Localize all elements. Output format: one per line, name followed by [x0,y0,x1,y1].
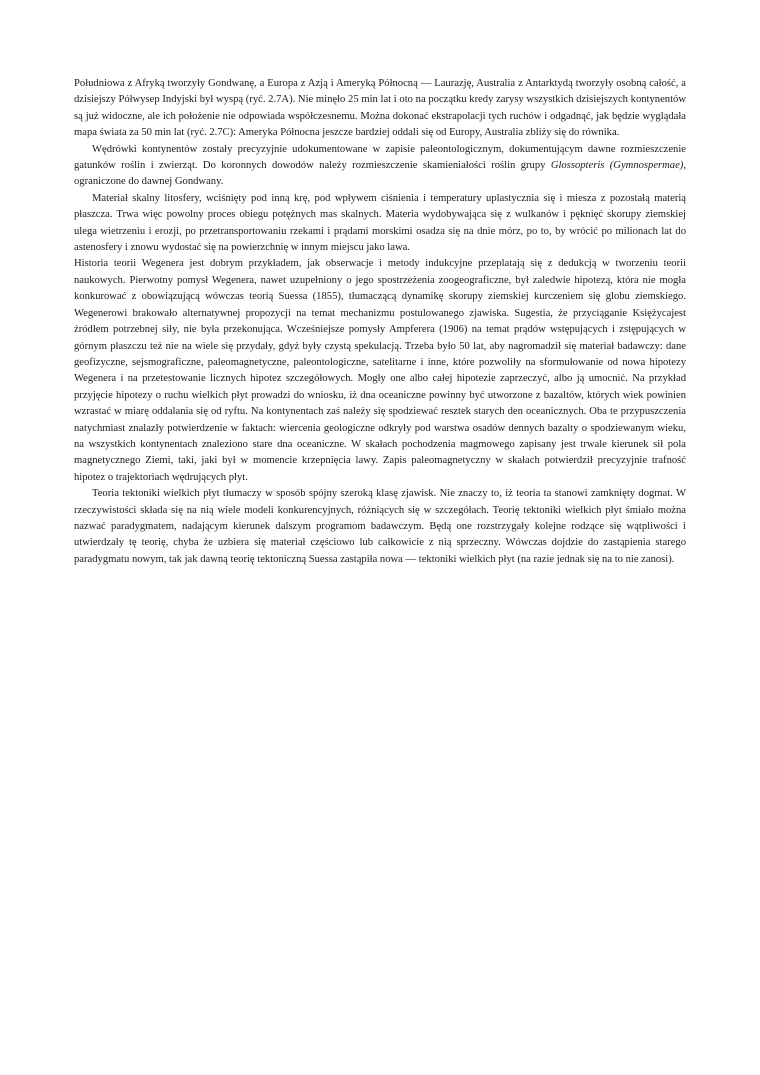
paragraph-1 [74,76,686,142]
paragraph-1-text: Południowa z Afryką tworzyły Gondwanę, a Europa z Azją i Ameryką Północną — Laurazję, Australia z Antarktydą tworzyły osobną całość, a dzisiejszy Półwysep Indyjski był wyspą (ryć. 2.7A). Nie minęło 25 min lat i oto na początku kredy zarysy wszystkich dzisiejszych kontynentów są już widoczne, ale ich położenie nie odpowiada współczesnemu. Można dokonać ekstrapolacji tych ruchów i odgadnąć, jak będzie wyglądała mapa świata za 50 min lat (ryć. 2.7C): Ameryka Północna jeszcze bardziej oddali się od Europy, Australia zbliży się do równika. [74,78,686,139]
paragraph-3 [74,191,686,257]
paragraph-4 [74,256,686,486]
paragraph-2-text-b: ograniczone do dawnej Gondwany. [74,176,224,188]
paragraph-2-italic-taxon: Glossopteris (Gymnospermae), [550,160,686,172]
body-text [74,76,686,568]
paragraph-4-text: Historia teorii Wegenera jest dobrym przykładem, jak obserwacje i metody indukcyjne przeplatają się z dedukcją w tworzeniu teorii naukowych. Pierwotny pomysł Wegenera, nawet uzupełniony o jego spostrzeżenia zoogeograficzne, był zaledwie hipotezą, która nie mogła konkurować z obowiązującą wówczas teorią Suessa (1855), tłumaczącą dynamikę skorupy ziemskiej kurczeniem się globu ziemskiego. Wegenerowi brakowało alternatywnej propozycji na temat mechanizmu postulowanego zjawiska. Sugestia, że przyciąganie Księżycajest źródłem potrzebnej siły, nie była przekonująca. Wcześniejsze pomysły Ampferera (1906) na temat prądów wstępujących i zstępujących w górnym płaszczu też nie na wiele się przydały, gdyż były czystą spekulacją. Trzeba było 50 lat, aby nagromadził się materiał badawczy: dane geofizyczne, sejsmograficzne, paleomagnetyczne, paleontologiczne, satelitarne i inne, które pozwoliły na sformułowanie od nowa hipotezy Wegenera i na przetestowanie licznych hipotez szczegółowych. Mogły one albo całej hipotezie zaprzeczyć, albo ją umocnić. Na przykład przyjęcie hipotezy o ruchu wielkich płyt prowadzi do wniosku, iż dna oceaniczne powinny być utworzone z bazaltów, których wiek powinien wzrastać w miarę oddalania się od ryftu. Na kontynentach zaś należy się spodziewać resztek starych den oceanicznych. Oba te przypuszczenia natychmiast znalazły potwierdzenie w faktach: wiercenia geologiczne odkryły pod warstwa osadów dennych bazalty o spodziewanym wieku, na wszystkich kontynentach znaleziono stare dna oceaniczne. W skałach pochodzenia magmowego zapisany jest trwale kierunek sił pola magnetycznego Ziemi, taki, jaki był w momencie krzepnięcia lawy. Zapis paleomagnetyczny w skałach potwierdził precyzyjnie trafność hipotez o trajektoriach wędrujących płyt. [74,258,686,483]
paragraph-2 [74,142,686,191]
paragraph-2-text-a: Wędrówki kontynentów zostały precyzyjnie udokumentowane w zapisie paleontologicznym, dokumentującym dawne rozmieszczenie gatunków roślin i zwierząt. Do koronnych dowodów należy rozmieszczenie skamieniałości roślin grupy [74,143,686,172]
paragraph-5-text: Teoria tektoniki wielkich płyt tłumaczy w sposób spójny szeroką klasę zjawisk. Nie znaczy to, iż teoria ta stanowi zamknięty dogmat. W rzeczywistości składa się na nią wiele modeli konkurencyjnych, różniących się w szczegółach. Teorię tektoniki wielkich płyt śmiało można nazwać paradygmatem, nadającym kierunek dalszym programom badawczym. Będą one rozstrzygały kolejne rodzące się wątpliwości i utwierdzały tę teorię, chyba że uzbiera się materiał częściowo lub całkowicie z nią sprzeczny. Wówczas dojdzie do zastąpienia starego paradygmatu nowym, tak jak dawną teorię tektoniczną Suessa zastąpiła nowa — tektoniki wielkich płyt (na razie jednak się na to nie zanosi). [74,488,686,565]
paragraph-3-text: Materiał skalny litosfery, wciśnięty pod inną krę, pod wpływem ciśnienia i temperatury uplastycznia się i miesza z pozostałą materią płaszcza. Trwa więc powolny proces obiegu potężnych mas skalnych. Materia wydobywająca się z wulkanów i pęknięć skorupy ziemskiej ulega wietrzeniu i erozji, po przetransportowaniu rzekami i prądami morskimi osadza się na dnie mórz, po to, by wrócić po milionach lat do astenosfery i znowu wydostać się na powierzchnię w innym miejscu jako lawa. [74,192,686,254]
paragraph-5 [74,486,686,568]
